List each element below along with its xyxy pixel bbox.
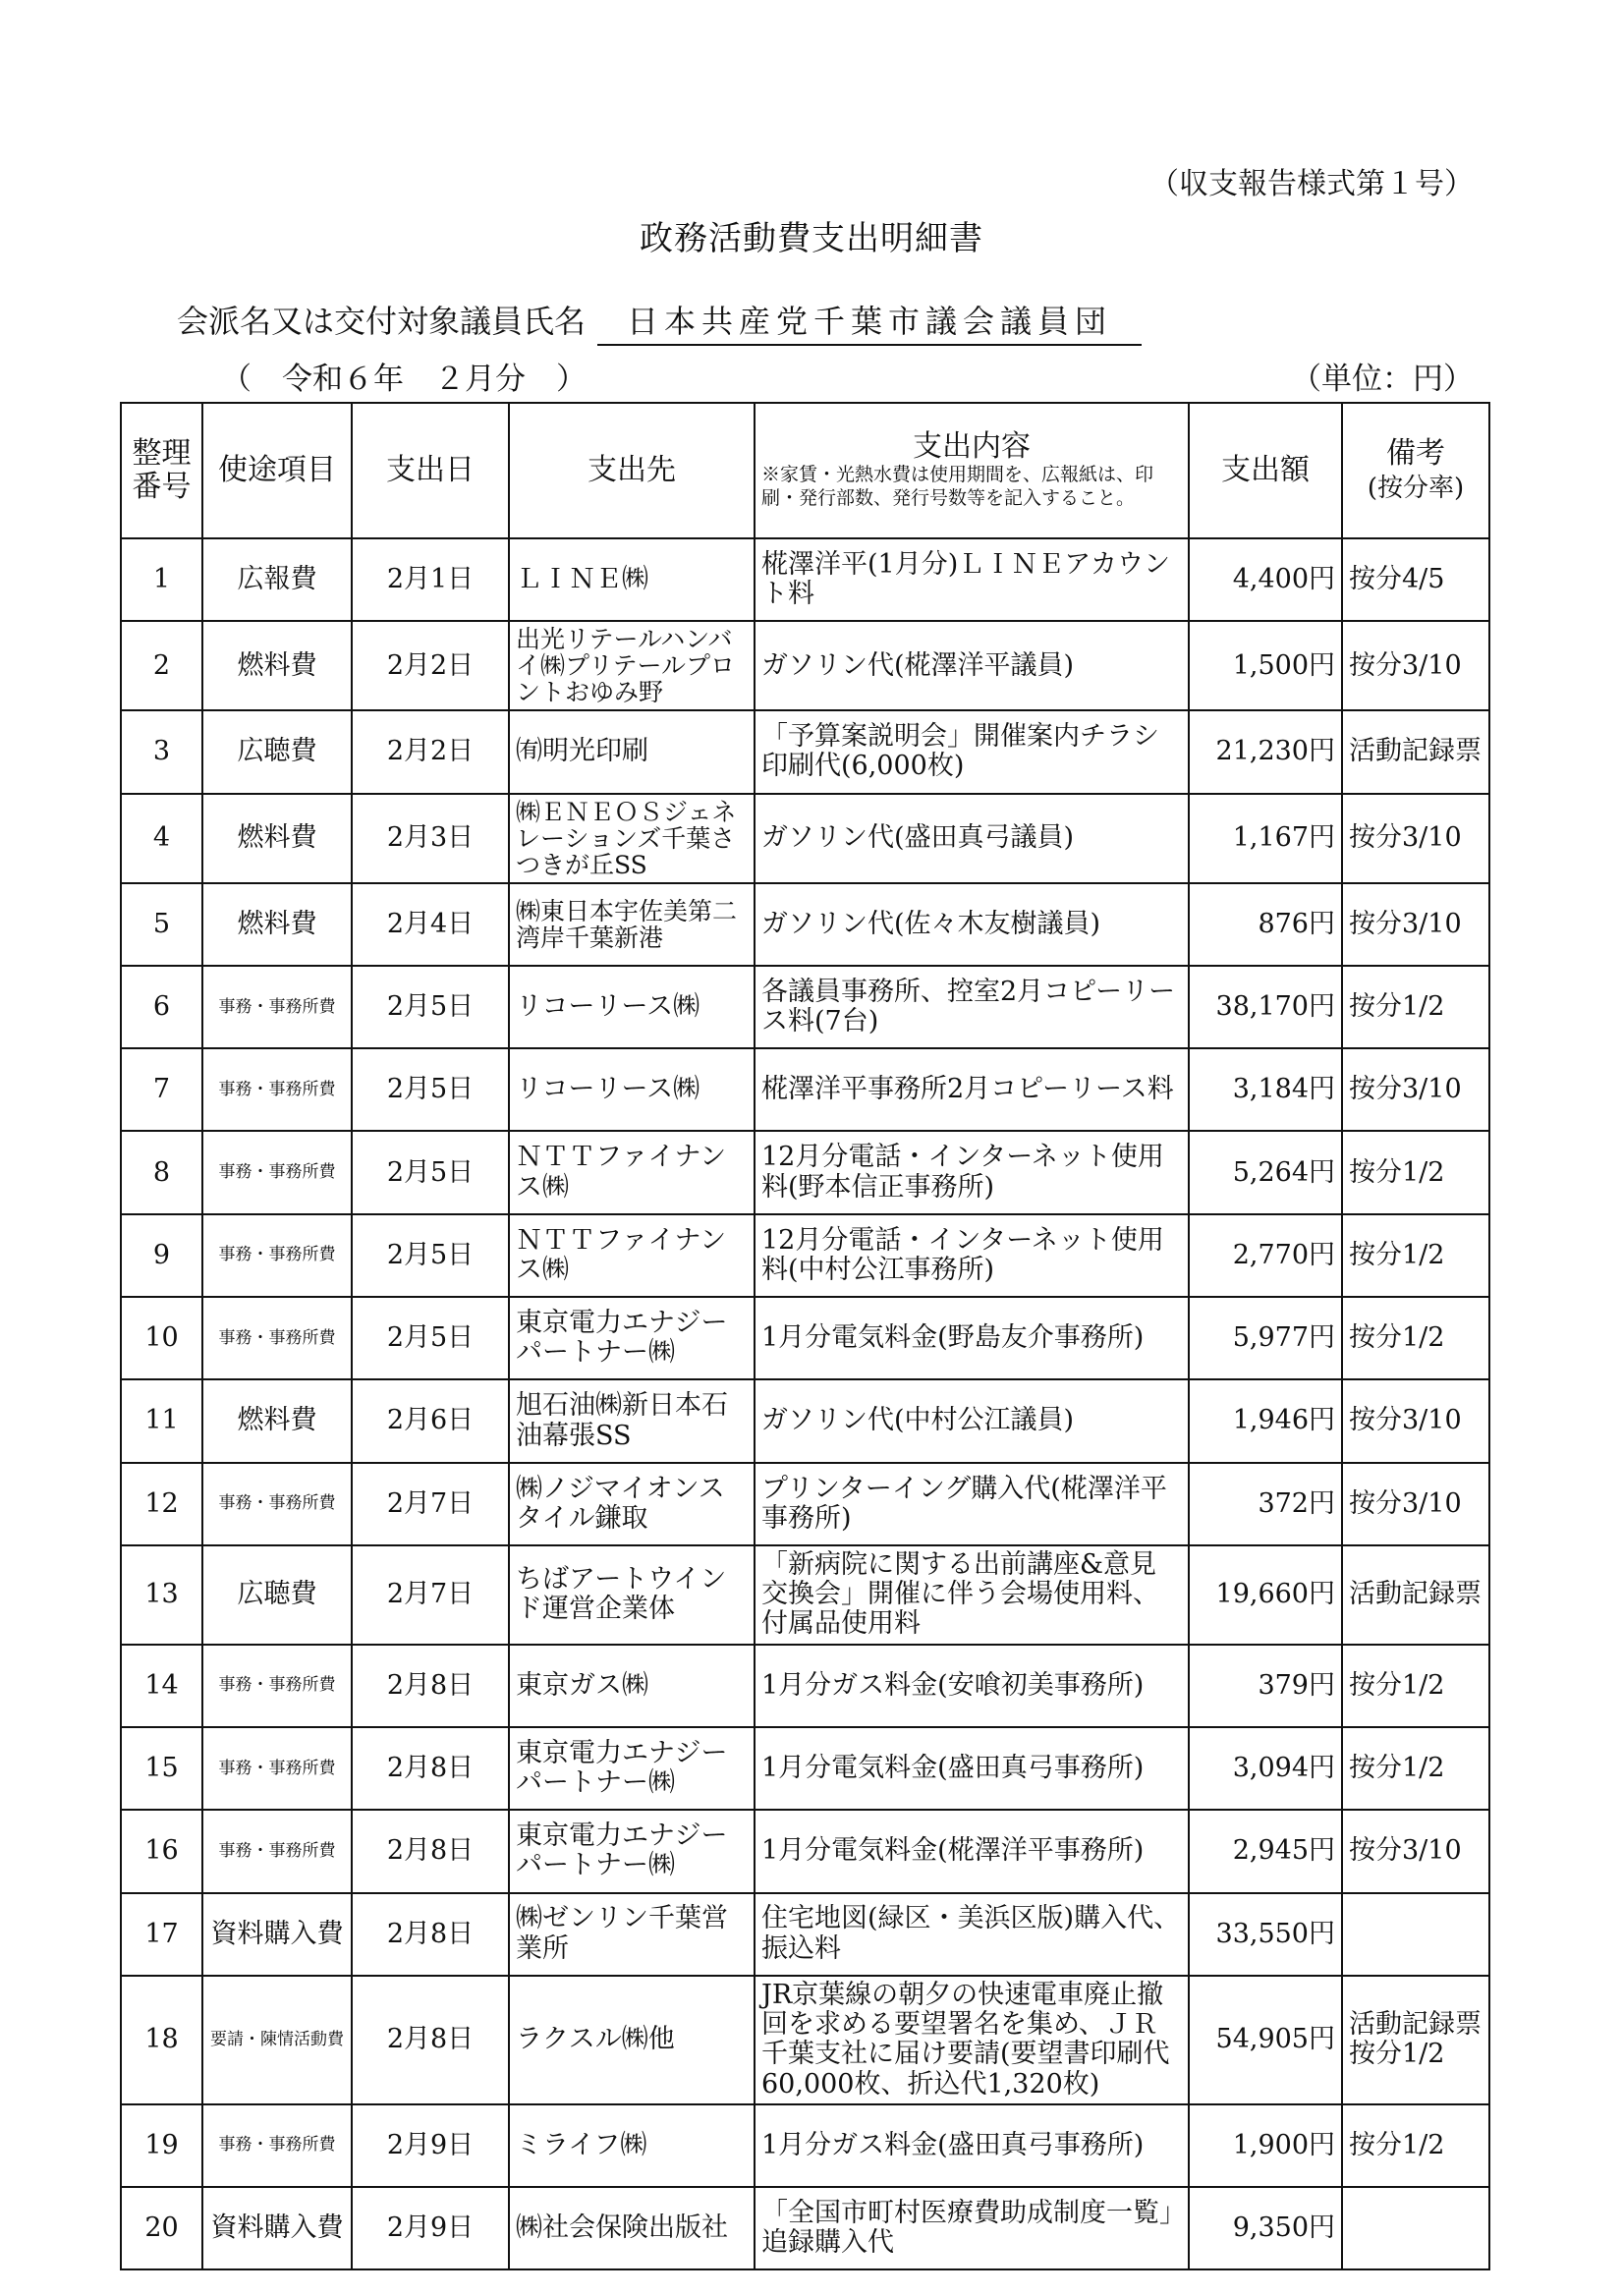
row-amount: 1,946円 xyxy=(1189,1379,1342,1462)
row-item: 事務・事務所費 xyxy=(202,1645,352,1727)
row-payee: 東京ガス㈱ xyxy=(509,1645,755,1727)
row-item: 燃料費 xyxy=(202,1379,352,1462)
table-row xyxy=(121,2187,1489,2269)
row-date: 2月8日 xyxy=(352,1810,509,1892)
header-item: 使途項目 xyxy=(202,403,352,538)
row-date: 2月5日 xyxy=(352,1297,509,1379)
row-payee: ㈱ＥＮＥＯＳジェネレーションズ千葉さつきが丘SS xyxy=(509,794,755,883)
row-amount: 9,350円 xyxy=(1189,2187,1342,2269)
row-date: 2月4日 xyxy=(352,883,509,966)
row-payee: 東京電力エナジーパートナー㈱ xyxy=(509,1727,755,1810)
row-number: 6 xyxy=(121,966,202,1048)
row-number: 18 xyxy=(121,1976,202,2104)
row-amount: 33,550円 xyxy=(1189,1893,1342,1976)
row-content: 12月分電話・インターネット使用料(野本信正事務所) xyxy=(755,1131,1189,1213)
row-content: 住宅地図(緑区・美浜区版)購入代、振込料 xyxy=(755,1893,1189,1976)
header-remark: 備考 (按分率) xyxy=(1342,403,1489,538)
row-content: ガソリン代(佐々木友樹議員) xyxy=(755,883,1189,966)
row-payee: ㈲明光印刷 xyxy=(509,710,755,793)
table-header-row xyxy=(121,403,1489,538)
row-content: ガソリン代(中村公江議員) xyxy=(755,1379,1189,1462)
row-remark: 按分3/10 xyxy=(1342,1379,1489,1462)
row-payee: ラクスル㈱他 xyxy=(509,1976,755,2104)
row-content: 1月分ガス料金(盛田真弓事務所) xyxy=(755,2104,1189,2187)
row-date: 2月7日 xyxy=(352,1545,509,1645)
row-number: 14 xyxy=(121,1645,202,1727)
row-item: 広報費 xyxy=(202,538,352,621)
row-date: 2月2日 xyxy=(352,710,509,793)
row-amount: 2,770円 xyxy=(1189,1214,1342,1297)
table-row xyxy=(121,710,1489,793)
row-payee: リコーリース㈱ xyxy=(509,966,755,1048)
row-item: 事務・事務所費 xyxy=(202,1727,352,1810)
row-number: 15 xyxy=(121,1727,202,1810)
table-row xyxy=(121,1976,1489,2104)
row-date: 2月2日 xyxy=(352,621,509,710)
row-remark: 按分3/10 xyxy=(1342,794,1489,883)
row-payee: ＬＩＮＥ㈱ xyxy=(509,538,755,621)
table-row xyxy=(121,1379,1489,1462)
row-content: JR京葉線の朝夕の快速電車廃止撤回を求める要望署名を集め、ＪＲ千葉支社に届け要請(要望書印刷代60,000枚、折込代1,320枚) xyxy=(755,1976,1189,2104)
row-number: 13 xyxy=(121,1545,202,1645)
row-remark: 按分3/10 xyxy=(1342,621,1489,710)
row-remark xyxy=(1342,1893,1489,1976)
row-remark: 活動記録票 xyxy=(1342,1545,1489,1645)
row-remark: 按分3/10 xyxy=(1342,1463,1489,1545)
header-payee: 支出先 xyxy=(509,403,755,538)
row-content: 1月分電気料金(野島友介事務所) xyxy=(755,1297,1189,1379)
row-item: 燃料費 xyxy=(202,794,352,883)
header-date: 支出日 xyxy=(352,403,509,538)
row-payee: ㈱社会保険出版社 xyxy=(509,2187,755,2269)
row-amount: 21,230円 xyxy=(1189,710,1342,793)
row-content: プリンターイング購入代(椛澤洋平事務所) xyxy=(755,1463,1189,1545)
row-content: 1月分電気料金(椛澤洋平事務所) xyxy=(755,1810,1189,1892)
row-number: 8 xyxy=(121,1131,202,1213)
row-item: 事務・事務所費 xyxy=(202,1297,352,1379)
row-date: 2月5日 xyxy=(352,1131,509,1213)
row-payee: ミライフ㈱ xyxy=(509,2104,755,2187)
row-payee: ㈱ゼンリン千葉営業所 xyxy=(509,1893,755,1976)
table-row xyxy=(121,1297,1489,1379)
row-date: 2月9日 xyxy=(352,2187,509,2269)
row-amount: 1,900円 xyxy=(1189,2104,1342,2187)
row-date: 2月1日 xyxy=(352,538,509,621)
table-row xyxy=(121,883,1489,966)
table-row xyxy=(121,2104,1489,2187)
header-no: 整理 番号 xyxy=(121,403,202,538)
row-date: 2月3日 xyxy=(352,794,509,883)
row-amount: 379円 xyxy=(1189,1645,1342,1727)
row-number: 12 xyxy=(121,1463,202,1545)
row-remark: 按分1/2 xyxy=(1342,1645,1489,1727)
row-date: 2月9日 xyxy=(352,2104,509,2187)
row-item: 要請・陳情活動費 xyxy=(202,1976,352,2104)
row-date: 2月8日 xyxy=(352,1976,509,2104)
row-number: 3 xyxy=(121,710,202,793)
row-payee: ㈱ノジマイオンスタイル鎌取 xyxy=(509,1463,755,1545)
row-item: 事務・事務所費 xyxy=(202,1214,352,1297)
row-content: 椛澤洋平(1月分)ＬＩＮＥアカウント料 xyxy=(755,538,1189,621)
row-content: 椛澤洋平事務所2月コピーリース料 xyxy=(755,1048,1189,1131)
row-number: 9 xyxy=(121,1214,202,1297)
row-item: 事務・事務所費 xyxy=(202,2104,352,2187)
table-row xyxy=(121,1131,1489,1213)
row-item: 事務・事務所費 xyxy=(202,1131,352,1213)
row-content: 「新病院に関する出前講座&意見交換会」開催に伴う会場使用料、付属品使用料 xyxy=(755,1545,1189,1645)
row-payee: 旭石油㈱新日本石油幕張SS xyxy=(509,1379,755,1462)
row-item: 事務・事務所費 xyxy=(202,1048,352,1131)
row-payee: 出光リテールハンバイ㈱プリテールプロントおゆみ野 xyxy=(509,621,755,710)
row-number: 11 xyxy=(121,1379,202,1462)
row-amount: 3,184円 xyxy=(1189,1048,1342,1131)
table-row xyxy=(121,1463,1489,1545)
row-remark: 按分1/2 xyxy=(1342,966,1489,1048)
expense-table xyxy=(120,402,1490,2270)
row-content: ガソリン代(椛澤洋平議員) xyxy=(755,621,1189,710)
row-remark: 按分3/10 xyxy=(1342,883,1489,966)
row-amount: 38,170円 xyxy=(1189,966,1342,1048)
row-payee: ＮＴＴファイナンス㈱ xyxy=(509,1131,755,1213)
row-amount: 4,400円 xyxy=(1189,538,1342,621)
row-number: 20 xyxy=(121,2187,202,2269)
row-date: 2月5日 xyxy=(352,1048,509,1131)
row-amount: 5,264円 xyxy=(1189,1131,1342,1213)
row-item: 資料購入費 xyxy=(202,2187,352,2269)
header-content: 支出内容 ※家賃・光熱水費は使用期間を、広報紙は、印刷・発行部数、発行号数等を記入すること。 xyxy=(755,403,1189,538)
row-date: 2月5日 xyxy=(352,1214,509,1297)
table-row xyxy=(121,621,1489,710)
row-amount: 54,905円 xyxy=(1189,1976,1342,2104)
row-remark: 按分1/2 xyxy=(1342,1131,1489,1213)
row-amount: 3,094円 xyxy=(1189,1727,1342,1810)
row-payee: リコーリース㈱ xyxy=(509,1048,755,1131)
row-date: 2月8日 xyxy=(352,1893,509,1976)
row-number: 17 xyxy=(121,1893,202,1976)
page-title: 政務活動費支出明細書 xyxy=(640,219,983,258)
row-content: 「予算案説明会」開催案内チラシ印刷代(6,000枚) xyxy=(755,710,1189,793)
table-row xyxy=(121,1545,1489,1645)
row-amount: 876円 xyxy=(1189,883,1342,966)
row-number: 2 xyxy=(121,621,202,710)
table-row xyxy=(121,966,1489,1048)
row-date: 2月7日 xyxy=(352,1463,509,1545)
row-date: 2月8日 xyxy=(352,1727,509,1810)
row-remark: 按分1/2 xyxy=(1342,1214,1489,1297)
table-row xyxy=(121,1645,1489,1727)
row-remark: 按分3/10 xyxy=(1342,1810,1489,1892)
row-content: ガソリン代(盛田真弓議員) xyxy=(755,794,1189,883)
row-content: 「全国市町村医療費助成制度一覧」追録購入代 xyxy=(755,2187,1189,2269)
row-date: 2月5日 xyxy=(352,966,509,1048)
row-payee: ㈱東日本宇佐美第二湾岸千葉新港 xyxy=(509,883,755,966)
row-amount: 372円 xyxy=(1189,1463,1342,1545)
row-amount: 1,500円 xyxy=(1189,621,1342,710)
row-payee: ちばアートウインド運営企業体 xyxy=(509,1545,755,1645)
row-amount: 5,977円 xyxy=(1189,1297,1342,1379)
row-remark: 活動記録票 按分1/2 xyxy=(1342,1976,1489,2104)
row-number: 10 xyxy=(121,1297,202,1379)
row-amount: 19,660円 xyxy=(1189,1545,1342,1645)
row-item: 燃料費 xyxy=(202,883,352,966)
table-row xyxy=(121,1727,1489,1810)
row-payee: ＮＴＴファイナンス㈱ xyxy=(509,1214,755,1297)
row-remark: 活動記録票 xyxy=(1342,710,1489,793)
table-row xyxy=(121,794,1489,883)
row-date: 2月8日 xyxy=(352,1645,509,1727)
row-item: 事務・事務所費 xyxy=(202,966,352,1048)
row-content: 各議員事務所、控室2月コピーリース料(7台) xyxy=(755,966,1189,1048)
table-row xyxy=(121,538,1489,621)
row-item: 事務・事務所費 xyxy=(202,1810,352,1892)
row-number: 1 xyxy=(121,538,202,621)
row-content: 12月分電話・インターネット使用料(中村公江事務所) xyxy=(755,1214,1189,1297)
row-date: 2月6日 xyxy=(352,1379,509,1462)
form-number: （収支報告様式第１号） xyxy=(1149,167,1474,201)
row-remark: 按分1/2 xyxy=(1342,1727,1489,1810)
row-number: 4 xyxy=(121,794,202,883)
row-remark: 按分1/2 xyxy=(1342,1297,1489,1379)
row-remark: 按分1/2 xyxy=(1342,2104,1489,2187)
row-remark xyxy=(1342,2187,1489,2269)
table-row xyxy=(121,1893,1489,1976)
row-item: 燃料費 xyxy=(202,621,352,710)
row-payee: 東京電力エナジーパートナー㈱ xyxy=(509,1297,755,1379)
row-payee: 東京電力エナジーパートナー㈱ xyxy=(509,1810,755,1892)
row-item: 広聴費 xyxy=(202,1545,352,1645)
row-content: 1月分電気料金(盛田真弓事務所) xyxy=(755,1727,1189,1810)
row-number: 7 xyxy=(121,1048,202,1131)
row-item: 資料購入費 xyxy=(202,1893,352,1976)
faction-label: 会派名又は交付対象議員氏名 xyxy=(177,303,587,340)
table-row xyxy=(121,1048,1489,1131)
table-row xyxy=(121,1214,1489,1297)
row-amount: 1,167円 xyxy=(1189,794,1342,883)
row-remark: 按分3/10 xyxy=(1342,1048,1489,1131)
row-number: 5 xyxy=(121,883,202,966)
row-number: 16 xyxy=(121,1810,202,1892)
faction-name: 日本共産党千葉市議会議員団 xyxy=(597,297,1142,346)
header-amount: 支出額 xyxy=(1189,403,1342,538)
row-number: 19 xyxy=(121,2104,202,2187)
unit-label: （単位：円） xyxy=(1291,362,1474,397)
table-row xyxy=(121,1810,1489,1892)
period: （ 令和６年 ２月分 ） xyxy=(221,362,587,397)
row-content: 1月分ガス料金(安喰初美事務所) xyxy=(755,1645,1189,1727)
row-item: 広聴費 xyxy=(202,710,352,793)
row-remark: 按分4/5 xyxy=(1342,538,1489,621)
row-item: 事務・事務所費 xyxy=(202,1463,352,1545)
row-amount: 2,945円 xyxy=(1189,1810,1342,1892)
faction-row xyxy=(177,297,1142,346)
